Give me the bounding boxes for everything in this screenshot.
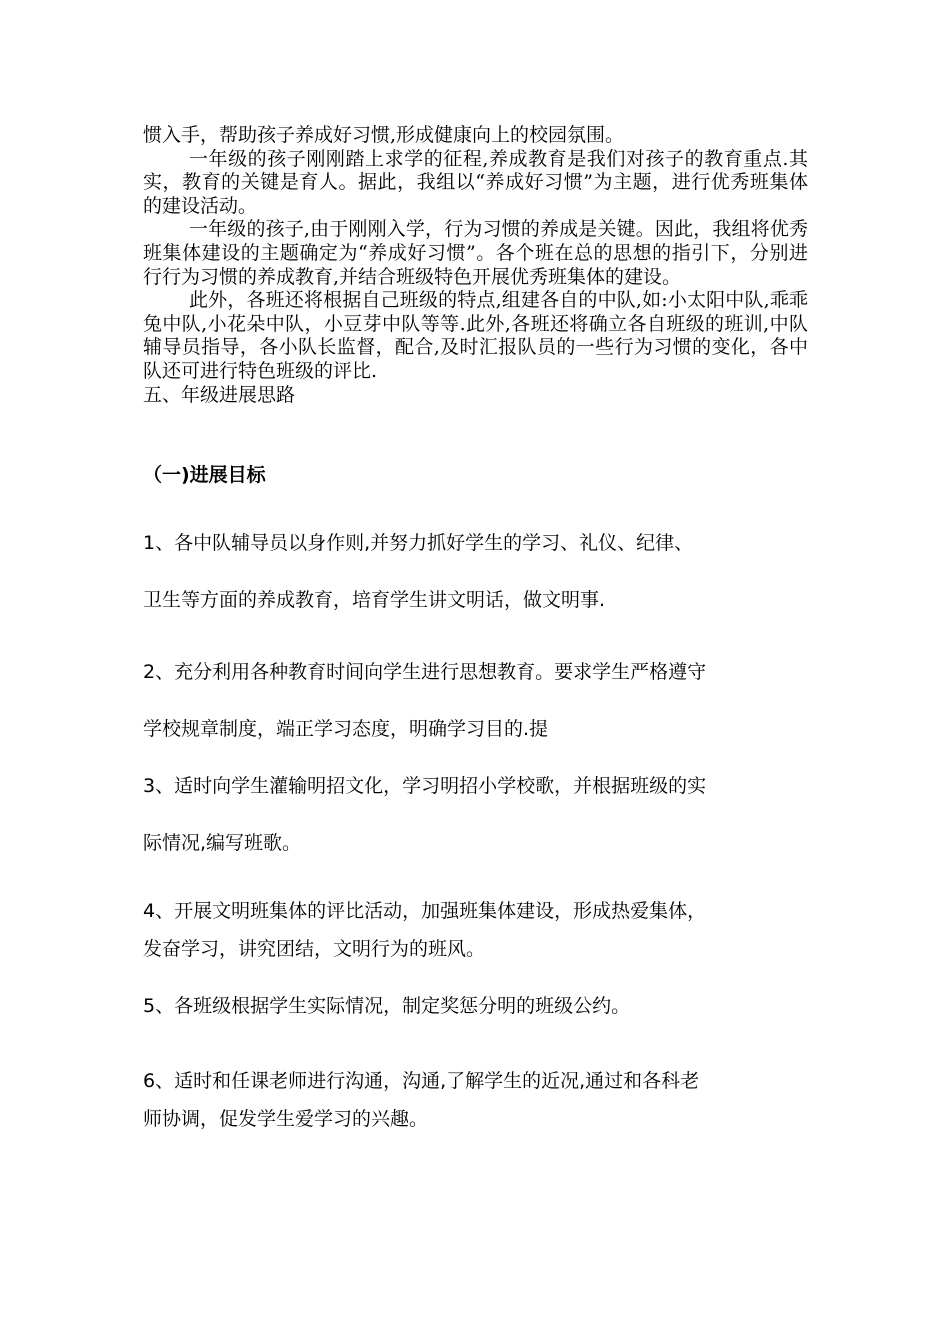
- paragraph-continuation: 惯入手，帮助孩子养成好习惯,形成健康向上的校园氛围。: [143, 124, 625, 146]
- goal-item-6: [143, 1070, 813, 1131]
- paragraph-focus: 一年级的孩子刚刚踏上求学的征程,养成教育是我们对孩子的教育重点.其实，教育的关键是育人。据此，我组以“养成好习惯”为主题，进行优秀班集体的建设活动。: [143, 147, 808, 217]
- section-heading: 五、年级进展思路: [143, 383, 296, 406]
- goal-item-3-line-2: 际情况,编写班歌。: [143, 832, 302, 854]
- goal-item-3-line-1: 3、适时向学生灌输明招文化，学习明招小学校歌，并根据班级的实: [143, 775, 707, 797]
- goal-item-6-line-1: 6、适时和任课老师进行沟通，沟通,了解学生的近况,通过和各科老: [143, 1070, 700, 1092]
- body-text: [143, 124, 808, 407]
- goal-item-2-line-1: 2、充分利用各种教育时间向学生进行思想教育。要求学生严格遵守: [143, 661, 707, 683]
- goal-item-1: [143, 532, 813, 612]
- paragraph-squadrons: 此外，各班还将根据自己班级的特点,组建各自的中队,如:小太阳中队,乖乖兔中队,小花朵中队，小豆芽中队等等.此外,各班还将确立各自班级的班训,中队辅导员指导，各小队长监督，配合,及时汇报队员的一些行为习惯的变化，各中队还可进行特色班级的评比.: [143, 289, 808, 382]
- goal-item-5: [143, 995, 813, 1018]
- goal-item-6-line-2: 师协调，促发学生爱学习的兴趣。: [143, 1108, 429, 1130]
- goal-item-4-line-1: 4、开展文明班集体的评比活动，加强班集体建设，形成热爱集体，: [143, 900, 707, 922]
- subsection-heading: （一)进展目标: [143, 464, 266, 486]
- goal-item-1-line-1: 1、各中队辅导员以身作则,并努力抓好学生的学习、礼仪、纪律、: [143, 532, 694, 554]
- goal-item-2-line-2: 学校规章制度，端正学习态度，明确学习目的.提: [143, 718, 549, 740]
- goal-item-5-line-1: 5、各班级根据学生实际情况，制定奖惩分明的班级公约。: [143, 995, 631, 1017]
- goal-item-1-line-2: 卫生等方面的养成教育，培育学生讲文明话，做文明事.: [143, 589, 606, 611]
- goal-item-2: [143, 661, 813, 741]
- paragraph-theme: 一年级的孩子,由于刚刚入学，行为习惯的养成是关键。因此，我组将优秀班集体建设的主题确定为“养成好习惯”。各个班在总的思想的指引下，分别进行行为习惯的养成教育,并结合班级特色开展优秀班集体的建设。: [143, 218, 808, 288]
- goal-item-4: [143, 900, 813, 961]
- goal-item-3: [143, 775, 813, 855]
- goal-item-4-line-2: 发奋学习，讲究团结，文明行为的班风。: [143, 938, 486, 960]
